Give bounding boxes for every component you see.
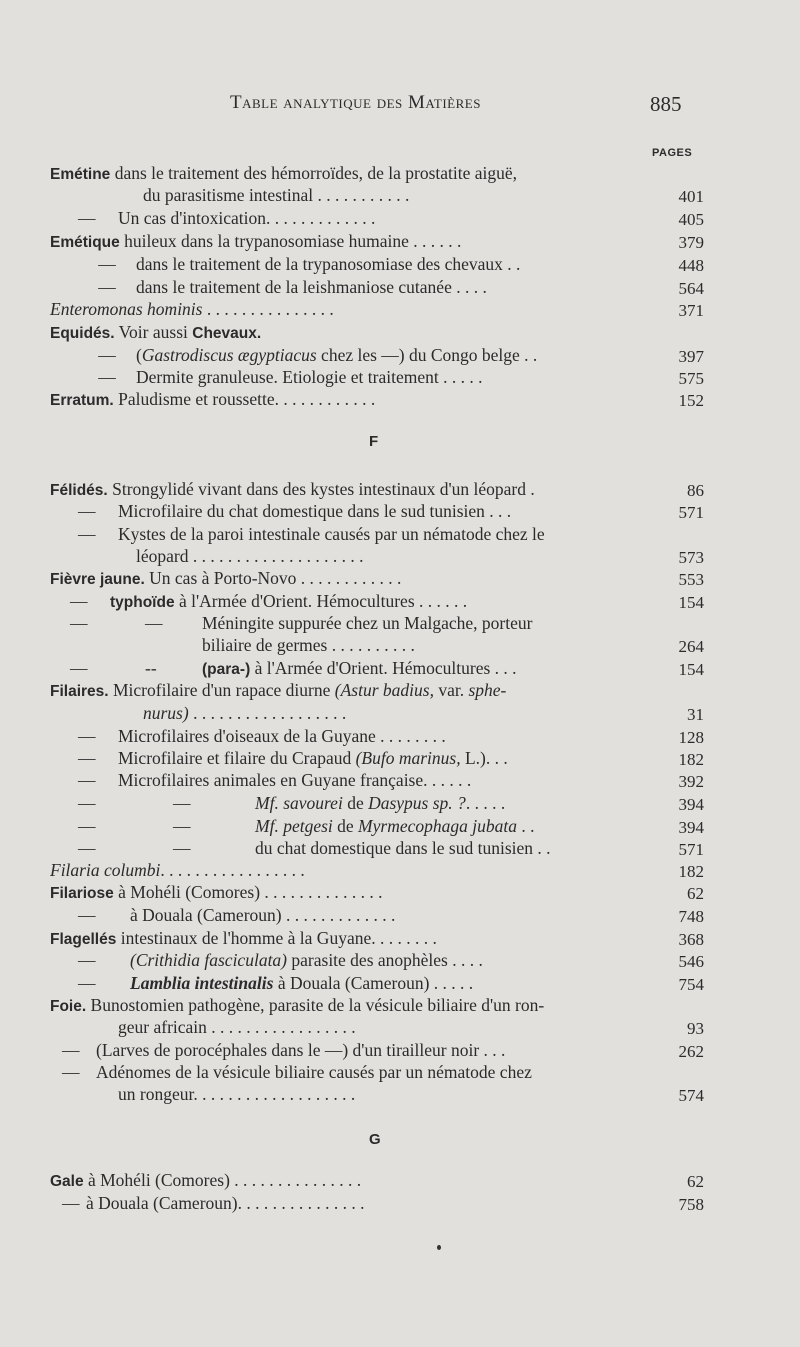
index-entry: Filaria columbi. . . . . . . . . . . . . . . . . [50,860,305,880]
index-entry: nurus) . . . . . . . . . . . . . . . . . . [143,703,347,723]
page-reference: 571 [678,840,704,859]
page-reference: 182 [678,750,704,769]
index-entry: Emétique huileux dans la trypanosomiase humaine . . . . . . [50,231,462,251]
index-entry: Enteromonas hominis . . . . . . . . . . . . . . . [50,299,334,319]
running-head-title: Table analytique des Matières [230,92,481,113]
index-entry: geur africain . . . . . . . . . . . . . . . . . [118,1017,356,1037]
page-reference: 564 [678,279,704,298]
page-reference: 573 [678,548,704,567]
page-number: 885 [650,92,682,116]
index-entry: Emétine dans le traitement des hémorroïdes, de la prostatite aiguë, [50,163,518,183]
index-entry: Equidés. Voir aussi Chevaux. [50,322,262,342]
index-entry: biliaire de germes . . . . . . . . . . [202,635,415,655]
index-entry: — dans le traitement de la trypanosomiase des chevaux . . [98,254,521,274]
index-entry: Félidés. Strongylidé vivant dans des kystes intestinaux d'un léopard . [50,479,535,499]
page-reference: 128 [678,728,704,747]
page-reference: 62 [687,1172,704,1191]
index-entry: — -- (para-) à l'Armée d'Orient. Hémocultures . . . [70,658,517,678]
index-entry: du parasitisme intestinal . . . . . . . . . . . [143,185,410,205]
index-entry: — à Douala (Cameroun). . . . . . . . . . . . . . . [62,1193,365,1213]
page-reference: 392 [678,772,704,791]
page-reference: 379 [678,233,704,252]
index-entry: — Un cas d'intoxication. . . . . . . . . . . . . [78,208,376,228]
index-entry: — Adénomes de la vésicule biliaire causés par un nématode chez [62,1062,532,1082]
page-reference: 394 [678,795,704,814]
page-reference: 368 [678,930,704,949]
page-reference: 154 [678,593,704,612]
page-reference: 405 [678,210,704,229]
page-reference: 86 [687,481,704,500]
page-reference: 182 [678,862,704,881]
index-entry: — typhoïde à l'Armée d'Orient. Hémocultures . . . . . . [70,591,468,611]
page-reference: 754 [678,975,704,994]
index-entry: — Dermite granuleuse. Etiologie et traitement . . . . . [98,367,483,387]
page-reference: 394 [678,818,704,837]
page-reference: 154 [678,660,704,679]
section-letter-g: G [369,1131,381,1148]
index-entry: — — Mf. petgesi de Myrmecophaga jubata . . [78,816,535,836]
page-reference: 553 [678,570,704,589]
page-reference: 31 [687,705,704,724]
page-reference: 371 [678,301,704,320]
index-entry: — Microfilaire et filaire du Crapaud (Bufo marinus, L.). . . [78,748,508,768]
index-entry: — — Mf. savourei de Dasypus sp. ?. . . . . [78,793,506,813]
page-reference: 758 [678,1195,704,1214]
index-entry: — (Crithidia fasciculata) parasite des anophèles . . . . [78,950,483,970]
ink-speck [437,1245,441,1250]
page-reference: 575 [678,369,704,388]
page-reference: 748 [678,907,704,926]
index-entry: — Microfilaires d'oiseaux de la Guyane . . . . . . . . [78,726,446,746]
index-entry: — Kystes de la paroi intestinale causés par un nématode chez le [78,524,545,544]
index-entry: Foie. Bunostomien pathogène, parasite de la vésicule biliaire d'un ron- [50,995,545,1015]
page-reference: 571 [678,503,704,522]
index-entry: Gale à Mohéli (Comores) . . . . . . . . . . . . . . . [50,1170,362,1190]
index-entry: — Lamblia intestinalis à Douala (Cameroun) . . . . . [78,973,474,993]
section-letter-f: F [369,433,379,450]
index-entry: — (Gastrodiscus ægyptiacus chez les —) du Congo belge . . [98,345,538,365]
index-entry: léopard . . . . . . . . . . . . . . . . . . . . [136,546,364,566]
page-reference: 93 [687,1019,704,1038]
index-entry: Filaires. Microfilaire d'un rapace diurne (Astur badius, var. sphe- [50,680,507,700]
page-reference: 397 [678,347,704,366]
index-entry: — Microfilaires animales en Guyane française. . . . . . [78,770,472,790]
page-reference: 62 [687,884,704,903]
index-entry: — — du chat domestique dans le sud tunisien . . [78,838,551,858]
page-reference: 401 [678,187,704,206]
index-entry: un rongeur. . . . . . . . . . . . . . . . . . . [118,1084,356,1104]
index-entry: — Microfilaire du chat domestique dans le sud tunisien . . . [78,501,512,521]
index-entry: Erratum. Paludisme et roussette. . . . . . . . . . . . [50,389,376,409]
index-entry: — dans le traitement de la leishmaniose cutanée . . . . [98,277,487,297]
page-reference: 262 [678,1042,704,1061]
index-entry: — — Méningite suppurée chez un Malgache, porteur [70,613,533,633]
page-reference: 264 [678,637,704,656]
page-reference: 448 [678,256,704,275]
page-reference: 546 [678,952,704,971]
index-entry: — (Larves de porocéphales dans le —) d'un tirailleur noir . . . [62,1040,506,1060]
page-reference: 574 [678,1086,704,1105]
page-reference: 152 [678,391,704,410]
index-entry: Fièvre jaune. Un cas à Porto-Novo . . . . . . . . . . . . [50,568,402,588]
index-entry: Filariose à Mohéli (Comores) . . . . . . . . . . . . . . [50,882,383,902]
pages-column-label: PAGES [652,147,693,159]
index-entry: Flagellés intestinaux de l'homme à la Guyane. . . . . . . . [50,928,437,948]
index-entry: — à Douala (Cameroun) . . . . . . . . . . . . . [78,905,396,925]
